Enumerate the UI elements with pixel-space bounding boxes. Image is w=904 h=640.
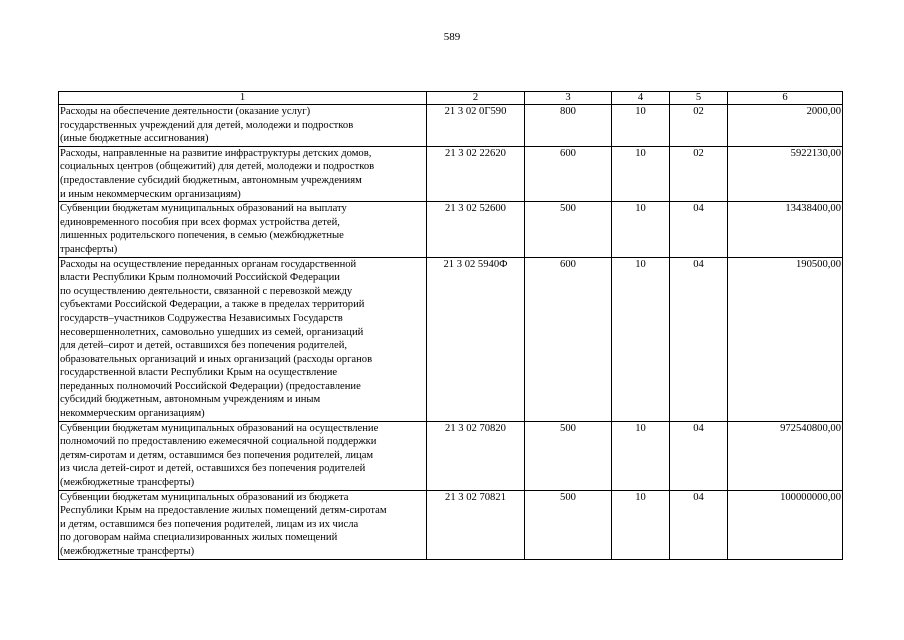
amount: 972540800,00 — [728, 421, 843, 490]
expense-type-code: 600 — [525, 257, 612, 421]
row-description — [59, 105, 427, 147]
column-header-1: 1 — [59, 92, 427, 105]
header-row — [59, 92, 843, 105]
description-line: по договорам найма специализированных жилых помещений — [60, 532, 338, 544]
row-description — [59, 146, 427, 201]
section-code: 10 — [612, 105, 670, 147]
section-code: 10 — [612, 202, 670, 257]
table-row — [59, 105, 843, 147]
target-code: 21 3 02 70821 — [427, 490, 525, 559]
column-header-4: 4 — [612, 92, 670, 105]
section-code: 10 — [612, 490, 670, 559]
amount: 13438400,00 — [728, 202, 843, 257]
table-row — [59, 490, 843, 559]
description-line: трансферты) — [60, 243, 118, 255]
target-code: 21 3 02 0Г590 — [427, 105, 525, 147]
subsection-code: 02 — [670, 146, 728, 201]
description-line: несовершеннолетних, самовольно ушедших из семей, организаций — [60, 326, 364, 338]
description-line: для детей–сирот и детей, оставшихся без попечения родителей, — [60, 340, 348, 352]
subsection-code: 04 — [670, 490, 728, 559]
description-line: и иным некоммерческим организациям) — [60, 188, 241, 200]
row-description — [59, 257, 427, 421]
amount: 190500,00 — [728, 257, 843, 421]
description-line: полномочий по предоставлению ежемесячной социальной поддержки — [60, 436, 377, 448]
column-header-5: 5 — [670, 92, 728, 105]
expense-type-code: 600 — [525, 146, 612, 201]
subsection-code: 04 — [670, 257, 728, 421]
table-row — [59, 257, 843, 421]
expense-type-code: 500 — [525, 490, 612, 559]
subsection-code: 04 — [670, 421, 728, 490]
amount: 100000000,00 — [728, 490, 843, 559]
description-line: лишенных родительского попечения, в семью (межбюджетные — [60, 230, 344, 242]
description-line: Расходы на обеспечение деятельности (оказание услуг) — [60, 106, 311, 117]
description-line: и детям, оставшимся без попечения родителей, лицам из их числа — [60, 518, 359, 530]
section-code: 10 — [612, 146, 670, 201]
column-header-2: 2 — [427, 92, 525, 105]
section-code: 10 — [612, 421, 670, 490]
description-line: государственной власти Республики Крым на осуществление — [60, 367, 338, 379]
description-line: (иные бюджетные ассигнования) — [60, 133, 209, 145]
row-description — [59, 490, 427, 559]
table-row — [59, 146, 843, 201]
description-line: единовременного пособия при всех формах устройства детей, — [60, 216, 340, 228]
page-number: 589 — [443, 31, 461, 43]
description-line: (межбюджетные трансферты) — [60, 477, 195, 489]
amount: 2000,00 — [728, 105, 843, 147]
table-row — [59, 421, 843, 490]
amount: 5922130,00 — [728, 146, 843, 201]
row-description — [59, 421, 427, 490]
table-row — [59, 202, 843, 257]
expense-type-code: 500 — [525, 202, 612, 257]
description-line: (межбюджетные трансферты) — [60, 546, 195, 557]
row-description — [59, 202, 427, 257]
description-line: государств–участников Содружества Независимых Государств — [60, 312, 343, 324]
column-header-6: 6 — [728, 92, 843, 105]
description-line: образовательных организаций и иных организаций (расходы органов — [60, 353, 373, 365]
budget-table — [58, 91, 843, 560]
target-code: 21 3 02 52600 — [427, 202, 525, 257]
description-line: Субвенции бюджетам муниципальных образований на выплату — [60, 203, 347, 215]
description-line: Республики Крым на предоставление жилых помещений детям-сиротам — [60, 505, 387, 517]
subsection-code: 04 — [670, 202, 728, 257]
description-line: Субвенции бюджетам муниципальных образований из бюджета — [60, 491, 349, 503]
description-line: субсидий бюджетным, автономным учреждениям и иным — [60, 394, 321, 406]
target-code: 21 3 02 70820 — [427, 421, 525, 490]
description-line: переданных полномочий Российской Федерации) (предоставление — [60, 380, 361, 392]
description-line: некоммерческим организациям) — [60, 408, 205, 420]
description-line: (предоставление субсидий бюджетным, автономным учреждениям — [60, 174, 362, 186]
description-line: по осуществлению деятельности, связанной с перевозкой между — [60, 285, 353, 297]
expense-type-code: 800 — [525, 105, 612, 147]
target-code: 21 3 02 5940Ф — [427, 257, 525, 421]
description-line: социальных центров (общежитий) для детей, молодежи и подростков — [60, 161, 375, 173]
description-line: детям-сиротам и детям, оставшимся без попечения родителей, лицам — [60, 449, 374, 461]
description-line: власти Республики Крым полномочий Российской Федерации — [60, 272, 340, 284]
description-line: государственных учреждений для детей, молодежи и подростков — [60, 119, 354, 131]
description-line: Субвенции бюджетам муниципальных образований на осуществление — [60, 422, 379, 434]
description-line: Расходы, направленные на развитие инфраструктуры детских домов, — [60, 147, 372, 159]
description-line: субъектами Российской Федерации, а также в пределах территорий — [60, 299, 365, 311]
target-code: 21 3 02 22620 — [427, 146, 525, 201]
subsection-code: 02 — [670, 105, 728, 147]
column-header-3: 3 — [525, 92, 612, 105]
section-code: 10 — [612, 257, 670, 421]
description-line: из числа детей-сирот и детей, оставшихся без попечения родителей — [60, 463, 366, 475]
description-line: Расходы на осуществление переданных органам государственной — [60, 258, 357, 270]
expense-type-code: 500 — [525, 421, 612, 490]
